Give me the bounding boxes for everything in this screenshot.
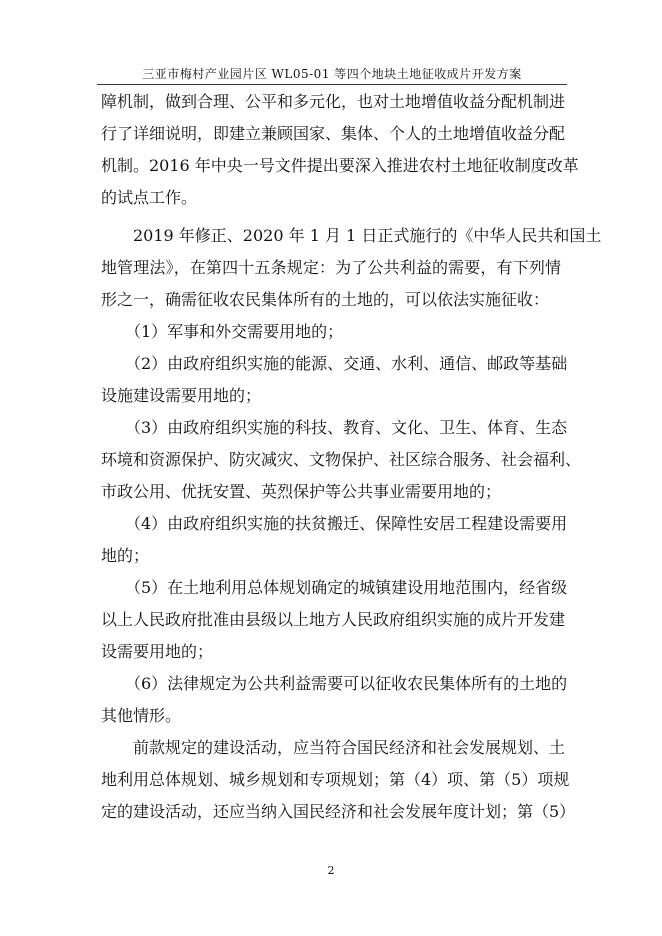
text-line: 行了详细说明，即建立兼顾国家、集体、个人的土地增值收益分配	[101, 124, 566, 143]
text-line: 机制。2016 年中央一号文件提出要深入推进农村土地征收制度改革	[101, 156, 579, 175]
text-line: 障机制，做到合理、公平和多元化，也对土地增值收益分配机制进	[101, 92, 566, 111]
text-line: 定的建设活动，还应当纳入国民经济和社会发展年度计划；第（5）	[101, 802, 576, 821]
text-line: 设施建设需要用地的；	[101, 386, 262, 405]
text-line: 地管理法》，在第四十五条规定：为了公共利益的需要，有下列情	[101, 258, 561, 277]
text-line: 2019 年修正、2020 年 1 月 1 日正式施行的《中华人民共和国土	[101, 226, 602, 245]
page-number: 2	[327, 864, 335, 877]
text-line: 地利用总体规划、城乡规划和专项规划；第（4）项、第（5）项规	[101, 770, 570, 789]
text-line: 设需要用地的；	[101, 642, 214, 661]
text-line: 其他情形。	[101, 706, 182, 725]
text-line: （3）由政府组织实施的科技、教育、文化、卫生、体育、生态	[101, 418, 568, 437]
text-line: 前款规定的建设活动，应当符合国民经济和社会发展规划、土	[101, 738, 566, 757]
text-line: （4）由政府组织实施的扶贫搬迁、保障性安居工程建设需要用	[101, 514, 568, 533]
text-line: 的试点工作。	[101, 188, 198, 207]
header-divider	[97, 84, 567, 85]
text-line: （2）由政府组织实施的能源、交通、水利、通信、邮政等基础	[101, 354, 568, 373]
running-header: 三亚市梅村产业园片区 WL05-01 等四个地块土地征收成片开发方案	[142, 67, 522, 81]
text-line: （5）在土地利用总体规划确定的城镇建设用地范围内，经省级	[101, 578, 568, 597]
text-line: 地的；	[101, 546, 150, 565]
text-line: （6）法律规定为公共利益需要可以征收农民集体所有的土地的	[101, 674, 568, 693]
text-line: 市政公用、优抚安置、英烈保护等公共事业需要用地的；	[101, 482, 502, 501]
text-line: 环境和资源保护、防灾减灾、文物保护、社区综合服务、社会福利、	[101, 450, 582, 469]
text-line: 形之一，确需征收农民集体所有的土地的，可以依法实施征收：	[101, 290, 550, 309]
text-line: 以上人民政府批准由县级以上地方人民政府组织实施的成片开发建	[101, 610, 566, 629]
text-line: （1）军事和外交需要用地的；	[101, 322, 344, 341]
